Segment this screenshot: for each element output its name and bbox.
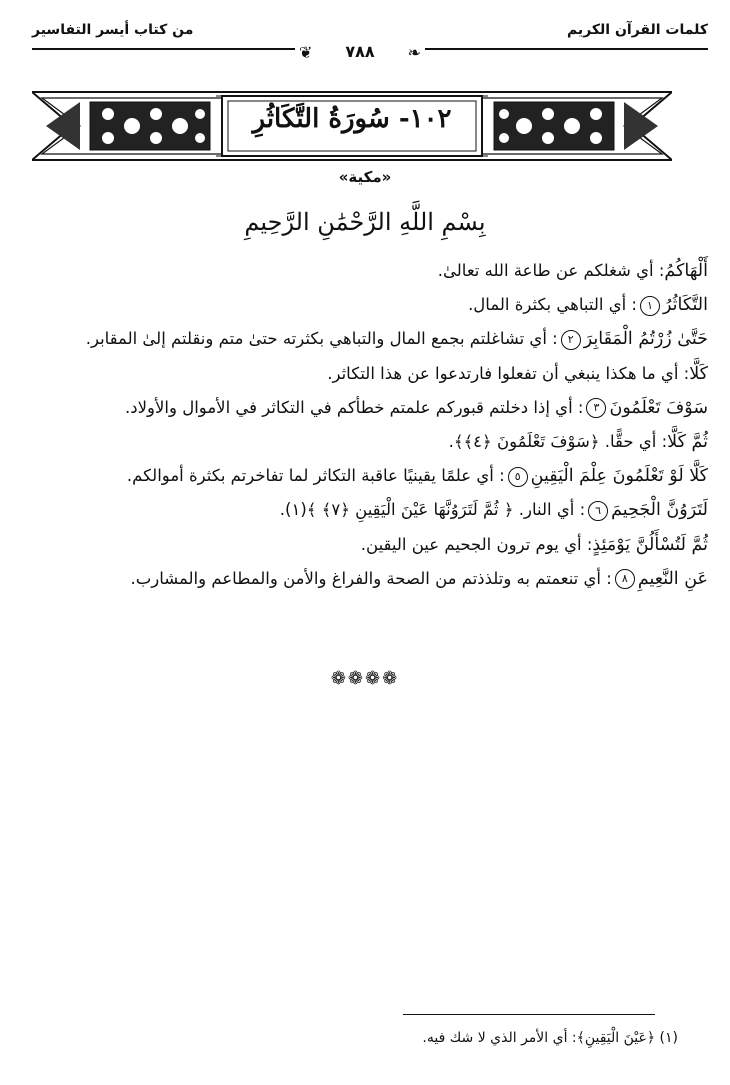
glossary-entry [32,358,708,392]
quran-term: ثُمَّ لَتُسْأَلُنَّ يَوْمَئِذٍ [592,534,708,555]
term-explanation: : أي النار. ﴿ ثُمَّ لَتَرَوُنَّهَا عَيْنَ الْيَقِينِ ﴿٧﴾ ﴾(١). [279,500,586,520]
glossary-entry [32,323,708,357]
term-explanation: : أي التباهي بكثرة المال. [468,295,637,315]
section-separator: ❁❁❁❁ [330,668,400,689]
ayah-circle-icon: ٨ [615,569,635,589]
floral-ornament-icon: ❧ [407,43,421,62]
term-explanation: : أي يوم ترون الجحيم عين اليقين. [360,534,593,554]
quran-term: لَتَرَوُنَّ الْجَحِيمَ [611,500,708,521]
term-explanation: : أي شغلكم عن طاعة الله تعالىٰ. [437,261,665,280]
term-explanation: : أي ما هكذا ينبغي أن تفعلوا فارتدعوا عن هذا التكاثر. [327,363,690,383]
page-number: ٧٨٨ [345,42,375,61]
quran-term: حَتَّىٰ زُرْتُمُ الْمَقَابِرَ [583,329,708,350]
footnote [422,1030,678,1046]
revelation-type: «مكية» [338,168,392,186]
quran-term: التَّكَاثُرُ [663,295,708,316]
book-title: كلمات القرآن الكريم [566,22,708,38]
ayah-circle-icon: ٦ [588,501,608,521]
glossary-entry [32,289,708,323]
ayah-circle-icon: ٢ [561,330,581,350]
glossary-entry [32,460,708,494]
glossary-entry [32,255,708,289]
footnote-text: ﴿عَيْنَ الْيَقِينِ﴾: أي الأمر الذي لا شك فيه. [422,1030,656,1046]
glossary-entry [32,563,708,597]
ayah-circle-icon: ٥ [508,467,528,487]
term-explanation: : أي إذا دخلتم قبوركم علمتم خطأكم في التكاثر في الأموال والأولاد. [125,397,584,417]
ayah-circle-icon: ١ [640,296,660,316]
floral-ornament-icon: ❦ [299,43,313,62]
term-explanation: : أي حقًّا. ﴿سَوْفَ تَعْلَمُونَ ﴿٤﴾﴾. [448,431,668,451]
ayah-circle-icon: ٣ [586,398,606,418]
term-explanation: : أي تشاغلتم بجمع المال والتباهي بكثرته حتىٰ متم ونقلتم إلىٰ المقابر. [85,329,558,349]
glossary-entry [32,426,708,460]
glossary-entry [32,392,708,426]
quran-term: أَلْهَاكُمُ [664,261,708,281]
source-title: من كتاب أيسر التفاسير [32,22,194,38]
footnote-rule [403,1014,655,1015]
surah-title: ١٠٢- سُورَةُ التَّكَاثُرِ [252,104,452,134]
quran-term: عَنِ النَّعِيمِ [637,568,708,589]
quran-term: كَلَّا لَوْ تَعْلَمُونَ عِلْمَ الْيَقِينِ [530,466,708,487]
term-explanation: : أي علمًا يقينيًا عاقبة التكاثر لما تفاخرتم بكثرة أموالكم. [126,466,505,486]
basmala: بِسْمِ اللَّهِ الرَّحْمَٰنِ الرَّحِيمِ [244,208,486,236]
term-explanation: : أي تنعمتم به وتلذذتم من الصحة والفراغ والأمن والمطاعم والمشارب. [130,568,612,588]
page-number-box [295,40,425,66]
quran-term: سَوْفَ تَعْلَمُونَ [609,397,708,418]
quran-term: كَلَّا [689,363,708,384]
surah-banner [32,90,672,162]
glossary-entry [32,529,708,563]
footnote-marker: (١) [659,1030,678,1046]
quran-term: ثُمَّ كَلَّا [667,431,708,452]
glossary-entry [32,494,708,528]
glossary-list [32,255,708,597]
